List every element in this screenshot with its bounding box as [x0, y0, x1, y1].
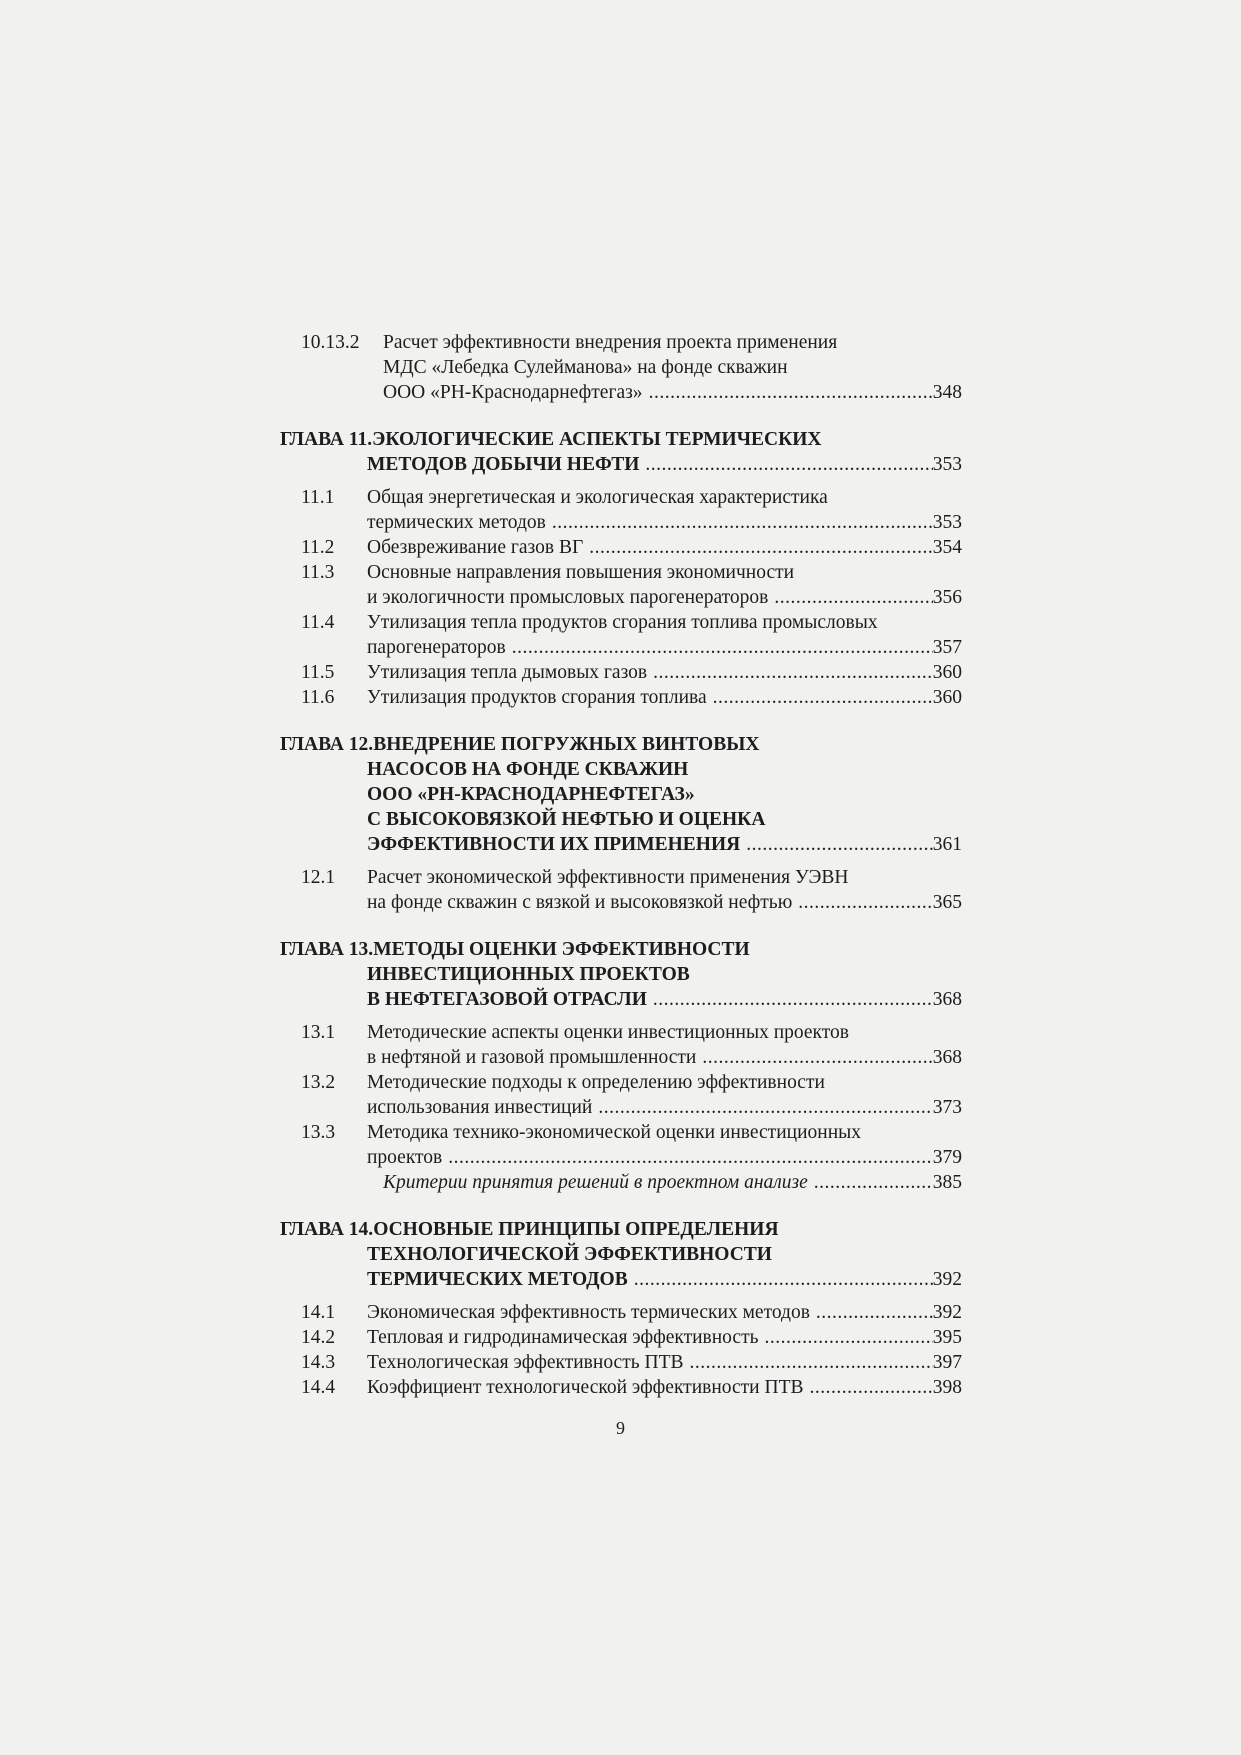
toc-entry-line: [280, 660, 962, 685]
dot-leader: [592, 1095, 932, 1120]
toc-entry-line: [280, 355, 962, 380]
dot-leader: [647, 987, 933, 1012]
toc-title: ТЕХНОЛОГИЧЕСКОЙ ЭФФЕКТИВНОСТИ: [367, 1244, 772, 1265]
toc-entry-line: [280, 1325, 962, 1350]
toc-title: Методика технико-экономической оценки инвестиционных: [367, 1122, 861, 1143]
toc-page-number: 361: [932, 834, 962, 855]
toc-page-number: 385: [932, 1172, 962, 1193]
toc-entry-line: [280, 535, 962, 560]
toc-title: Методические подходы к определению эффективности: [367, 1072, 825, 1093]
dot-leader: [639, 452, 932, 477]
dot-leader: [442, 1145, 932, 1170]
toc-title: ИНВЕСТИЦИОННЫХ ПРОЕКТОВ: [367, 964, 690, 985]
toc-number: 13.3: [301, 1122, 336, 1143]
toc-number: 13.2: [301, 1072, 336, 1093]
toc-entry-line: [280, 685, 962, 710]
toc-title: Методические аспекты оценки инвестиционных проектов: [367, 1022, 849, 1043]
toc-page-number: 392: [932, 1269, 962, 1290]
toc-page-number: 353: [932, 454, 962, 475]
toc-entry-line: [280, 1350, 962, 1375]
toc-number: 11.2: [301, 537, 335, 558]
toc-page-number: 354: [932, 537, 962, 558]
toc-title: ТЕРМИЧЕСКИХ МЕТОДОВ: [367, 1269, 628, 1290]
toc-title: Утилизация тепла дымовых газов: [367, 662, 648, 683]
toc-title: ОСНОВНЫЕ ПРИНЦИПЫ ОПРЕДЕЛЕНИЯ: [373, 1219, 779, 1240]
toc-number: ГЛАВА 14.: [280, 1219, 374, 1240]
toc-number: 11.1: [301, 487, 335, 508]
toc-page-number: 353: [932, 512, 962, 533]
dot-leader: [628, 1267, 933, 1292]
toc-title: на фонде скважин с вязкой и высоковязкой нефтью: [367, 892, 793, 913]
toc-entry-line: [280, 890, 962, 915]
toc-page-number: 360: [932, 687, 962, 708]
toc-title: Обезвреживание газов ВГ: [367, 537, 584, 558]
toc-chapter-line: [280, 832, 962, 857]
toc-entry-line: [280, 1045, 962, 1070]
toc-title: Утилизация продуктов сгорания топлива: [367, 687, 707, 708]
toc-title: Расчет эффективности внедрения проекта применения: [383, 332, 838, 353]
toc-title: НАСОСОВ НА ФОНДЕ СКВАЖИН: [367, 759, 689, 780]
toc-page-number: 379: [932, 1147, 962, 1168]
toc-entry-line: [280, 330, 962, 355]
toc-chapter-line: [280, 427, 962, 452]
toc-page-number: 368: [932, 989, 962, 1010]
dot-leader: [804, 1375, 933, 1400]
toc-entry-line: [280, 610, 962, 635]
toc-page-number: 398: [932, 1377, 962, 1398]
toc-page-number: 348: [932, 382, 962, 403]
dot-leader: [792, 890, 932, 915]
toc-entry-line: [280, 380, 962, 405]
toc-chapter-line: [280, 962, 962, 987]
toc-chapter-line: [280, 937, 962, 962]
toc-number: ГЛАВА 12.: [280, 734, 374, 755]
toc-number: 11.4: [301, 612, 335, 633]
toc-chapter-line: [280, 987, 962, 1012]
toc-title: ЭКОЛОГИЧЕСКИЕ АСПЕКТЫ ТЕРМИЧЕСКИХ: [372, 429, 822, 450]
toc-number: 12.1: [301, 867, 336, 888]
toc-entry-line: [280, 865, 962, 890]
toc-entry-line: [280, 585, 962, 610]
toc-number: 10.13.2: [301, 332, 360, 353]
toc-title: и экологичности промысловых парогенераторов: [367, 587, 769, 608]
toc-title: Тепловая и гидродинамическая эффективность: [367, 1327, 759, 1348]
dot-leader: [696, 1045, 932, 1070]
toc-entry-line: [280, 1095, 962, 1120]
toc-entry-line: [280, 1300, 962, 1325]
toc-entry-line: [280, 560, 962, 585]
toc-chapter-line: [280, 807, 962, 832]
toc-page-number: 397: [932, 1352, 962, 1373]
toc-number: 11.5: [301, 662, 335, 683]
toc-chapter-line: [280, 782, 962, 807]
toc-title: Утилизация тепла продуктов сгорания топлива промысловых: [367, 612, 878, 633]
toc-chapter-line: [280, 732, 962, 757]
toc-title: Расчет экономической эффективности применения УЭВН: [367, 867, 849, 888]
toc-title: С ВЫСОКОВЯЗКОЙ НЕФТЬЮ И ОЦЕНКА: [367, 809, 766, 830]
toc-title: МЕТОДЫ ОЦЕНКИ ЭФФЕКТИВНОСТИ: [373, 939, 750, 960]
dot-leader: [546, 510, 933, 535]
toc-number: ГЛАВА 11.: [280, 429, 373, 450]
toc-title: использования инвестиций: [367, 1097, 593, 1118]
toc-page-number: 365: [932, 892, 962, 913]
toc-page-number: 392: [932, 1302, 962, 1323]
toc-title: Основные направления повышения экономичности: [367, 562, 795, 583]
toc-chapter-line: [280, 1242, 962, 1267]
toc-page-number: 373: [932, 1097, 962, 1118]
toc-title: Технологическая эффективность ПТВ: [367, 1352, 684, 1373]
toc-page-number: 360: [932, 662, 962, 683]
toc-title: термических методов: [367, 512, 546, 533]
toc-title: парогенераторов: [367, 637, 506, 658]
dot-leader: [759, 1325, 933, 1350]
page-number: 9: [616, 1418, 625, 1438]
toc-title: ЭФФЕКТИВНОСТИ ИХ ПРИМЕНЕНИЯ: [367, 834, 741, 855]
table-of-contents: [280, 330, 962, 1400]
toc-title: в нефтяной и газовой промышленности: [367, 1047, 697, 1068]
toc-page-number: 395: [932, 1327, 962, 1348]
dot-leader: [506, 635, 933, 660]
dot-leader: [740, 832, 933, 857]
toc-number: 13.1: [301, 1022, 336, 1043]
toc-number: 14.4: [301, 1377, 336, 1398]
toc-title: В НЕФТЕГАЗОВОЙ ОТРАСЛИ: [367, 989, 647, 1010]
toc-entry-line: [280, 1020, 962, 1045]
toc-title: проектов: [367, 1147, 443, 1168]
dot-leader: [707, 685, 933, 710]
dot-leader: [684, 1350, 933, 1375]
toc-entry-line: [280, 510, 962, 535]
toc-title: Общая энергетическая и экологическая характеристика: [367, 487, 828, 508]
toc-entry-line: [280, 1375, 962, 1400]
toc-page-number: 368: [932, 1047, 962, 1068]
toc-number: 11.3: [301, 562, 335, 583]
toc-title: Критерии принятия решений в проектном анализе: [383, 1172, 808, 1193]
toc-page-number: 356: [932, 587, 962, 608]
toc-title: ООО «РН-Краснодарнефтегаз»: [383, 382, 643, 403]
toc-title: ООО «РН-КРАСНОДАРНЕФТЕГАЗ»: [367, 784, 695, 805]
toc-entry-line: [280, 1170, 962, 1195]
dot-leader: [808, 1170, 933, 1195]
toc-chapter-line: [280, 1267, 962, 1292]
toc-number: 14.1: [301, 1302, 336, 1323]
toc-entry-line: [280, 635, 962, 660]
toc-title: ВНЕДРЕНИЕ ПОГРУЖНЫХ ВИНТОВЫХ: [373, 734, 760, 755]
toc-entry-line: [280, 1120, 962, 1145]
toc-chapter-line: [280, 757, 962, 782]
toc-title: Коэффициент технологической эффективности ПТВ: [367, 1377, 804, 1398]
toc-title: МЕТОДОВ ДОБЫЧИ НЕФТИ: [367, 454, 640, 475]
toc-entry-line: [280, 485, 962, 510]
dot-leader: [583, 535, 933, 560]
dot-leader: [768, 585, 932, 610]
toc-page-number: 357: [932, 637, 962, 658]
toc-number: 14.3: [301, 1352, 336, 1373]
toc-number: 11.6: [301, 687, 335, 708]
toc-entry-line: [280, 1070, 962, 1095]
toc-title: МДС «Лебедка Сулейманова» на фонде скважин: [383, 357, 788, 378]
toc-entry-line: [280, 1145, 962, 1170]
toc-title: Экономическая эффективность термических методов: [367, 1302, 810, 1323]
dot-leader: [647, 660, 933, 685]
dot-leader: [643, 380, 933, 405]
toc-chapter-line: [280, 1217, 962, 1242]
toc-chapter-line: [280, 452, 962, 477]
dot-leader: [810, 1300, 933, 1325]
toc-number: ГЛАВА 13.: [280, 939, 374, 960]
toc-number: 14.2: [301, 1327, 336, 1348]
